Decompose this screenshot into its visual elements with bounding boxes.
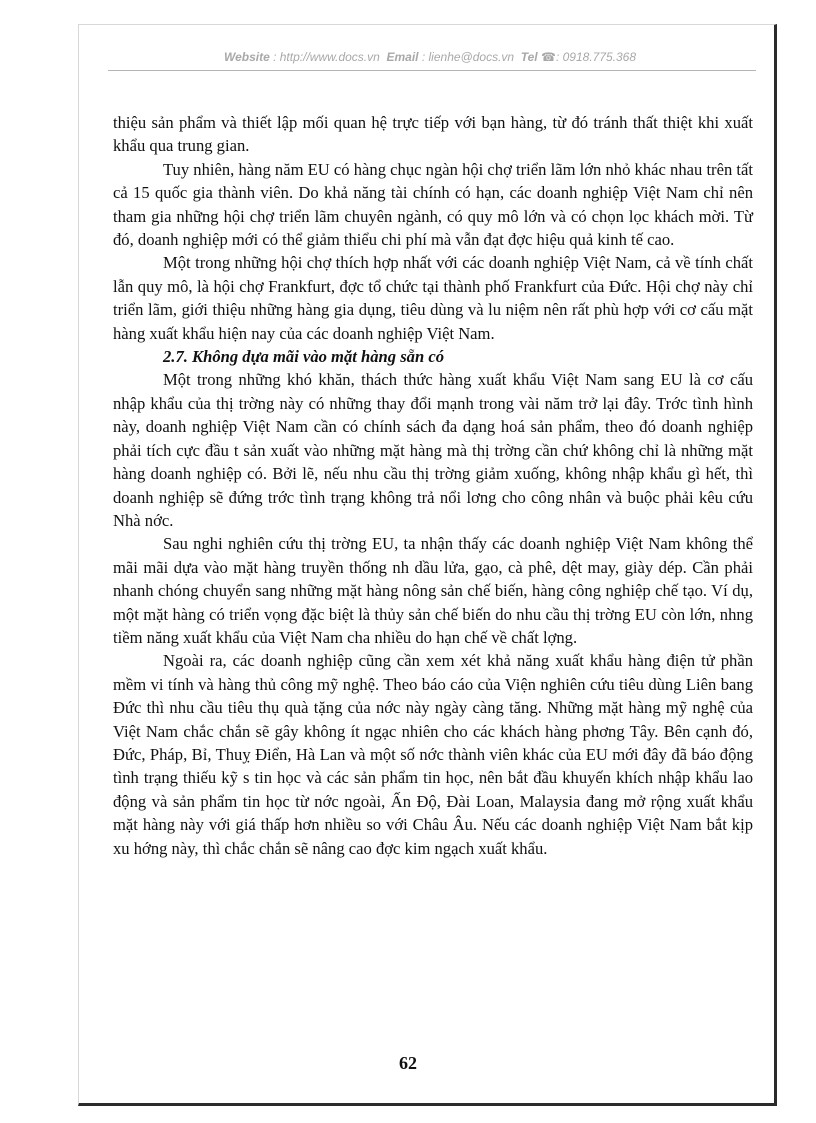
paragraph: thiệu sản phẩm và thiết lập mối quan hệ trực tiếp với bạn hàng, từ đó tránh thất thiệt khi xuất khẩu qua trung gian. [113,113,753,156]
phone-icon: ☎ [541,50,556,64]
tel-value: : 0918.775.368 [555,50,637,64]
website-label: Website [223,50,270,64]
tel-label: Tel [520,50,538,64]
paragraph: Ngoài ra, các doanh nghiệp cũng cần xem xét khả năng xuất khẩu hàng điện tử phần mềm vi tính và hàng thủ công mỹ nghệ. Theo báo cáo của Viện nghiên cứu tiêu dùng Liên bang Đức thì nhu cầu tiêu thụ quà tặng của nớc này ngày càng tăng. Những mặt hàng mỹ nghệ của Việt Nam chắc chắn sẽ gây không ít ngạc nhiên cho các khách hàng phơng Tây. Bên cạnh đó, Đức, Pháp, Bỉ, Thuỵ Điển, Hà Lan và một số nớc thành viên khác của EU mới đây đã báo động tình trạng thiếu kỹ s tin học và các sản phẩm tin học, nên bắt đầu khuyến khích nhập khẩu lao động và sản phẩm tin học từ nớc ngoài, Ấn Độ, Đài Loan, Malaysia đang mở rộng xuất khẩu mặt hàng này với giá thấp hơn nhiều so với Châu Âu. Nếu các doanh nghiệp Việt Nam bắt kịp xu hớng này, thì chắc chắn sẽ nâng cao đợc kim ngạch xuất khẩu. [113,651,753,858]
paragraph: Tuy nhiên, hàng năm EU có hàng chục ngàn hội chợ triển lãm lớn nhỏ khác nhau trên tất cả 15 quốc gia thành viên. Do khả năng tài chính có hạn, các doanh nghiệp Việt Nam chỉ nên tham gia những hội chợ triển lãm chuyên ngành, có quy mô lớn và có chọn lọc khách mời. Từ đó, doanh nghiệp mới có thể giảm thiểu chi phí mà vẫn đạt đợc hiệu quả kinh tế cao. [113,159,753,250]
paragraph: Một trong những khó khăn, thách thức hàng xuất khẩu Việt Nam sang EU là cơ cấu nhập khẩu của thị trờng này có những thay đổi mạnh trong vài năm trở lại đây. Trớc tình hình này, doanh nghiệp Việt Nam cần có chính sách đa dạng hoá sản phẩm, theo đó doanh nghiệp phải tích cực đầu t sản xuất vào những mặt hàng mà thị trờng cần chứ không chỉ là những mặt hàng doanh nghiệp có. Bởi lẽ, nếu nhu cầu thị trờng giảm xuống, không nhập khẩu gì hết, thì doanh nghiệp sẽ đứng trớc tình trạng không trả nổi lơng cho công nhân và buộc phải kêu cứu Nhà nớc. [113,370,753,530]
header-divider [108,70,756,71]
page-number: 62 [399,1053,417,1073]
website-value: : http://www.docs.vn [273,50,380,64]
email-label: Email [386,50,419,64]
paragraph: Sau nghi nghiên cứu thị trờng EU, ta nhận thấy các doanh nghiệp Việt Nam không thể mãi mãi dựa vào mặt hàng truyền thống nh dầu lửa, gạo, cà phê, dệt may, giày dép. Cần phải nhanh chóng chuyển sang những mặt hàng nông sản chế biến, hàng công nghiệp chế tạo. Ví dụ, một mặt hàng có triển vọng đặc biệt là thủy sản chế biến do nhu cầu thị trờng EU còn lớn, nhng tiềm năng xuất khẩu của Việt Nam cha nhiều do hạn chế về chất lợng. [113,534,753,647]
section-heading: 2.7. Không dựa mãi vào mặt hàng sẵn có [163,347,445,367]
paragraph: Một trong những hội chợ thích hợp nhất với các doanh nghiệp Việt Nam, cả về tính chất lẫn quy mô, là hội chợ Frankfurt, đợc tổ chức tại thành phố Frankfurt của Đức. Hội chợ này chỉ triển lãm, giới thiệu những hàng gia dụng, tiêu dùng và lu niệm nên rất phù hợp với cơ cấu mặt hàng xuất khẩu hiện nay của các doanh nghiệp Việt Nam. [113,253,753,343]
document-body [113,111,753,860]
page-header [105,50,755,64]
email-value: : lienhe@docs.vn [421,50,515,64]
